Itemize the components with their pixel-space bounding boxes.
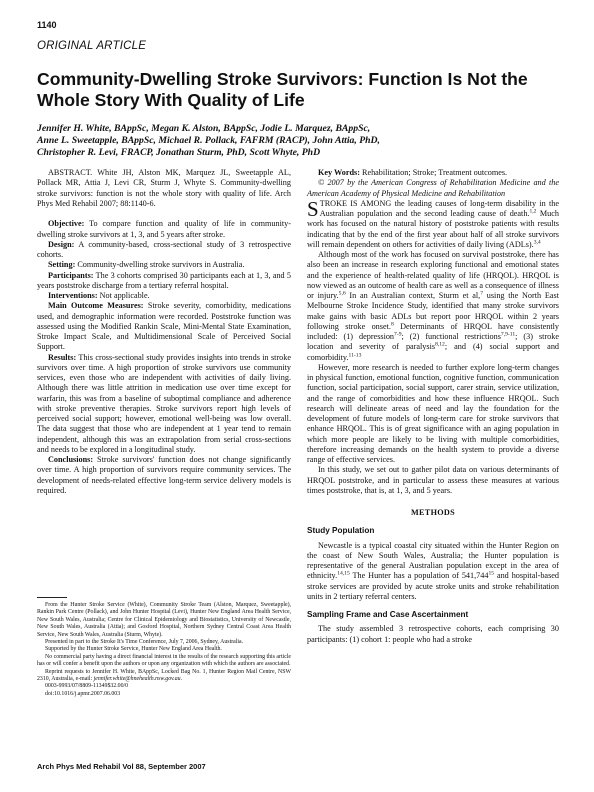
reprint-end: .	[180, 676, 183, 683]
abstract-conclusions	[37, 455, 291, 496]
footnote-divider	[37, 597, 67, 598]
article-section-label: ORIGINAL ARTICLE	[37, 40, 147, 52]
author-line: Christopher R. Levi, FRACP, Jonathan Sturm, PhD, Scott Whyte, PhD	[37, 147, 321, 158]
study-population-heading: Study Population	[307, 526, 375, 536]
design-label: Design:	[48, 239, 75, 249]
intro-paragraph-1: STROKE IS AMONG the leading causes of long-term disability in the Australian population and the second leading cause of death.$^{1,2}$ Much work has focused on the natural history of poststroke patients with results indicating that by the end of the first year about half of all stroke survivors will remain dependent on others for activities of daily living (ADLs).$^{3,4}$	[307, 196, 559, 249]
results-text: This cross-sectional study provides insights into trends in stroke survivors over time. A high proportion of stroke survivors use community services, even those who are independent with activities of daily living. Although there was little attrition in medication use over time except for warfarin, this was from a baseline of suboptimal compliance and adherence with stroke preventive therapies. Stroke survivors report high levels of perceived social support; however, emotional well-being was low overall. The data suggest that those who are independent at 1 year tend to remain independent, although this was an extrapolation from serial cross-sections and needs to be explored in a longitudinal study.	[37, 352, 292, 454]
sampling-heading: Sampling Frame and Case Ascertainment	[307, 610, 469, 619]
footnote-support: Supported by the Hunter Stroke Service, Hunter New England Area Health.	[45, 646, 222, 653]
reprint-text: Reprint requests to Jennifer H. White, BAppSc, Locked Bag No. 1, Hunter Region Mail Centre, NSW 2310, Australia, e-mail:	[37, 668, 291, 683]
abstract-measures	[37, 301, 291, 352]
abstract-results	[37, 353, 291, 456]
footnote-no-interest: No commercial party having a direct financial interest in the results of the research supporting this article has or will confer a benefit upon the authors or upon any organization with which the authors are associated.	[37, 653, 291, 668]
objective-label: Objective:	[48, 219, 85, 229]
measures-text: Stroke severity, comorbidity, medications used, and demographic information were recorded. Poststroke function was assessed using the Modified Rankin Scale, Mini-Mental State Examination, Stroke Impact Scale, and Multidimensional Scale of Perceived Social Support.	[37, 301, 291, 352]
footnote-issn: 0003-9993/07/8809-11349$32.00/0	[45, 683, 129, 690]
intro-paragraph-3: However, more research is needed to further explore long-term changes in physical function, emotional function, cognitive function, communication function, social participation, social support, carer strain, service utilization, and the range of comorbidities and how these influence HRQOL. Such research will delineate areas of need and lay the foundation for the development of future models of long-term care for stroke survivors that enhance HRQOL. This is of great significance with an aging population in which more people are likely to be living with multiple comorbidities, therefore increasing demands on the health system to provide a diverse range of effective services.	[307, 362, 559, 464]
footnote-presented: Presented in part to the Stroke It's Time Conference, July 7, 2006, Sydney, Australia.	[45, 639, 244, 646]
abstract-objective	[37, 219, 291, 240]
study-population-text: Newcastle is a typical coastal city situated within the Hunter Region on the coast of New South Wales, Australia; the Hunter population is representative of the general Australian population except in the area of ethnicity.$^{14,15}$ The Hunter has a population of 541,744$^{15}$ and hospital-based stroke services are provided by acute stroke units and stroke rehabilitation units in 2 tertiary referral centers.	[307, 540, 559, 601]
abstract-interventions	[37, 291, 291, 301]
keywords-label: Key Words:	[318, 168, 360, 177]
sampling-text: The study assembled 3 retrospective cohorts, each comprising 30 participants: (1) cohort 1: people who had a stroke	[307, 624, 559, 644]
journal-footer: Arch Phys Med Rehabil Vol 88, September 2007	[37, 762, 206, 771]
footnotes	[37, 602, 291, 698]
methods-heading: METHODS	[411, 508, 455, 517]
footnote-affiliations: From the Hunter Stroke Service (White), Community Stroke Team (Alston, Marquez, Sweetapple), Rankin Park Centre (Pollack), and John Hunter Hospital (Levi), Hunter New England Area Health Service, New South Wales, Australia; Centre for Clinical Epidemiology and Biostatistics, University of Newcastle, New South Wales, Australia (Attia); and Gosford Hospital, Northern Sydney Central Coast Area Health Service, New South Wales, Australia (Sturm, Whyte).	[37, 602, 291, 638]
footnote-reprint	[37, 669, 291, 684]
abstract-participants	[37, 271, 291, 292]
interventions-label: Interventions:	[48, 291, 98, 300]
setting-label: Setting:	[48, 260, 76, 270]
intro-paragraph-4: In this study, we set out to gather pilot data on various determinants of HRQOL poststroke, and in particular to assess these measures at various times poststroke, that is, at 1, 3, and 5 years.	[307, 465, 559, 495]
drop-cap: S	[307, 196, 319, 221]
objective-text: To compare function and quality of life in community-dwelling stroke survivors at 1, 3, and 5 years after stroke.	[37, 219, 291, 239]
author-line: Anne L. Sweetapple, BAppSc, Michael R. Pollack, FAFRM (RACP), John Attia, PhD,	[37, 135, 380, 146]
article-title: Community-Dwelling Stroke Survivors: Function Is Not the Whole Story With Quality of Life	[37, 69, 528, 110]
measures-label: Main Outcome Measures:	[48, 301, 144, 311]
body-column	[307, 168, 559, 645]
interventions-text: Not applicable.	[99, 291, 150, 300]
copyright-notice: © 2007 by the American Congress of Rehabilitation Medicine and the American Academy of Physical Medicine and Rehabilitation	[307, 178, 559, 198]
abstract-citation: ABSTRACT. White JH, Alston MK, Marquez JL, Sweetapple AL, Pollack MR, Attia J, Levi CR, Sturm J, Whyte S. Community-dwelling stroke survivors: function is not the whole story with quality of life. Arch Phys Med Rehabil 2007; 88:1140-6.	[37, 168, 291, 208]
design-text: A community-based, cross-sectional study of 3 retrospective cohorts.	[37, 239, 291, 259]
abstract-design	[37, 240, 291, 261]
author-line: Jennifer H. White, BAppSc, Megan K. Alston, BAppSc, Jodie L. Marquez, BAppSc,	[37, 123, 371, 134]
page-number: 1140	[37, 20, 57, 30]
abstract-column	[37, 168, 291, 496]
intro-paragraph-2: Although most of the work has focused on survival poststroke, there has also been an increase in research exploring functional and emotional states and the experience of health-related quality of life (HRQOL). HRQOL is now viewed as an outcome of health care as well as a consequence of illness or injury.$^{5,6}$ In an Australian context, Sturm et al,$^7$ using the North East Melbourne Stroke Incidence Study, identified that many stroke survivors make gains with basic ADLs but report poor HRQOL within 2 years following stroke onset.$^8$ Determinants of HRQOL have consistently included: (1) depression$^{7-9}$; (2) functional restrictions$^{7,9-11}$; (3) stroke location and severity of paralysis$^{8,12}$; and (4) social support and comorbidity.$^{11-13}$	[307, 250, 560, 362]
conclusions-label: Conclusions:	[48, 455, 94, 464]
conclusions-text: Stroke survivors' function does not change significantly over time. A high proportion of survivors require community services. The development of needs-related effective long-term service delivery models is required.	[37, 455, 291, 495]
reprint-email-link[interactable]: jennifer.white@hnehealth.nsw.gov.au	[93, 676, 181, 683]
setting-text: Community-dwelling stroke survivors in Australia.	[77, 260, 245, 270]
keywords	[307, 168, 559, 178]
abstract-setting	[37, 260, 291, 270]
participants-text: The 3 cohorts comprised 30 participants each at 1, 3, and 5 years poststroke discharge from a tertiary referral hospital.	[37, 270, 292, 290]
footnote-doi[interactable]: doi:10.1016/j.apmr.2007.06.003	[45, 690, 121, 697]
participants-label: Participants:	[48, 270, 94, 280]
results-label: Results:	[48, 352, 77, 362]
author-list	[37, 123, 567, 159]
keywords-text: Rehabilitation; Stroke; Treatment outcomes.	[361, 168, 508, 177]
